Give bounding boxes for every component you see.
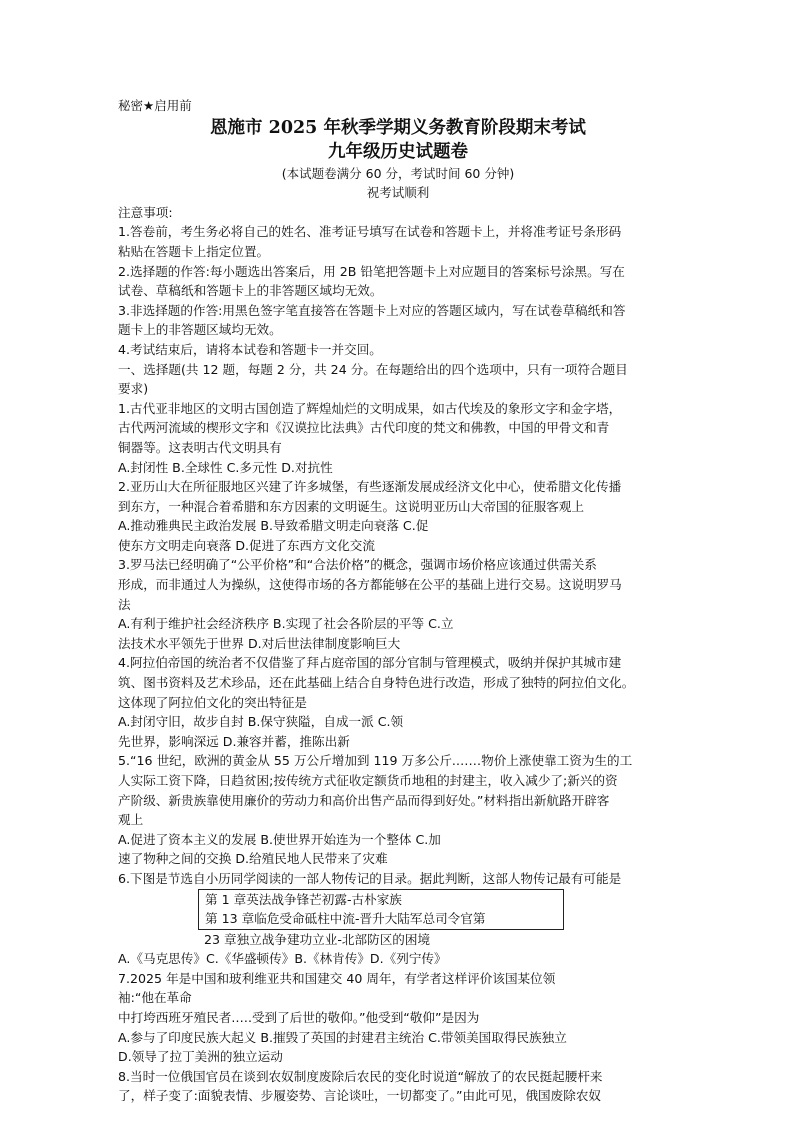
section-heading [118,360,678,399]
question-line: 到东方，一种混合着希腊和东方因素的文明诞生。这说明亚历山大帝国的征服客观上 [118,498,584,514]
toc-line: 23 章独立战争建功立业-北部防区的困境 [204,931,431,947]
question-line: 1.古代亚非地区的文明古国创造了辉煌灿烂的文明成果，如古代埃及的象形文字和金字塔， [118,400,622,416]
exam-wish: 祝考试顺利 [366,185,430,201]
question-line: 这体现了阿拉伯文化的突出特征是 [118,694,307,710]
secret-label: 秘密★启用前 [118,98,192,113]
notes-block [118,203,678,360]
question-2 [118,477,678,555]
question-line: 袖:“他在革命 [118,990,192,1006]
notes-line: 3.非选择题的作答:用黑色签字笔直接答在答题卡上对应的答题区域内，写在试卷草稿纸和答 [118,302,626,318]
toc-line: 第 13 章临危受命砥柱中流-晋升大陆军总司令官第 [205,910,486,926]
question-options: 先世界，影响深远 D.兼容并蓄，推陈出新 [118,733,350,749]
question-3 [118,555,678,653]
question-line: 8.当时一位俄国官员在谈到农奴制度废除后农民的变化时说道“解放了的农民挺起腰杆来 [118,1068,603,1084]
question-options: A.封闭性 B.全球性 C.多元性 D.对抗性 [118,459,333,475]
table-of-contents-box [198,889,564,930]
question-7 [118,969,678,1067]
notes-heading: 注意事项: [118,204,173,220]
notes-line: 2.选择题的作答:每小题选出答案后，用 2B 铅笔把答题卡上对应题目的答案标号涂黑。写在 [118,263,625,279]
exam-page [118,96,678,1106]
question-line: 3.罗马法已经明确了“公平价格”和“合法价格”的概念，强调市场价格应该通过供需关系 [118,557,597,573]
question-line: 4.阿拉伯帝国的统治者不仅借鉴了拜占庭帝国的部分官制与管理模式，吸纳并保护其城市建 [118,655,622,671]
question-line: 产阶级、新贵族靠使用廉价的劳动力和高价出售产品而得到好处。”材料指出新航路开辟客 [118,792,610,808]
question-5 [118,751,678,869]
question-options: 使东方文明走向衰落 D.促进了东西方文化交流 [118,537,375,553]
question-options: D.领导了拉丁美洲的独立运动 [118,1049,283,1065]
question-line: 5.“16 世纪，欧洲的黄金从 55 万公斤增加到 119 万多公斤.……物价上涨使靠工资为生的工 [118,753,633,769]
question-options: A.促进了资本主义的发展 B.使世界开始连为一个整体 C.加 [118,831,441,847]
section-line: 要求) [118,381,149,397]
question-options: A.有利于维护社会经济秩序 B.实现了社会各阶层的平等 C.立 [118,616,454,632]
section-line: 一、选择题(共 12 题，每题 2 分，共 24 分。在每题给出的四个选项中，只有一项符合题目 [118,361,628,377]
question-line: 了，样子变了:面貌表情、步履姿势、言论谈吐，一切都变了。”由此可见，俄国废除农奴 [118,1088,602,1104]
question-line: 形成，而非通过人为操纵，这使得市场的各方都能够在公平的基础上进行交易。这说明罗马 [118,577,622,593]
notes-line: 粘贴在答题卡上指定位置。 [118,243,270,259]
question-line: 法 [118,596,131,612]
question-line: 6.下图是节选自小历同学阅读的一部人物传记的目录。据此判断，这部人物传记最有可能是 [118,870,622,886]
question-line: 人实际工资下降，日趋贫困;按传统方式征收定额货币地租的封建主，收入减少了;新兴的资 [118,773,618,788]
toc-line: 第 1 章英法战争锋芒初露-古朴家族 [205,891,402,907]
question-options: A.推动雅典民主政治发展 B.导致希腊文明走向衰落 C.促 [118,518,429,534]
notes-line: 试卷、草稿纸和答题卡上的非答题区域均无效。 [118,283,383,299]
question-4 [118,653,678,751]
notes-line: 1.答卷前，考生务必将自己的姓名、准考证号填写在试卷和答题卡上，并将准考证号条形码 [118,224,622,240]
exam-subject-title: 九年级历史试题卷 [328,141,468,162]
exam-title: 恩施市 2025 年秋季学期义务教育阶段期末考试 [210,117,586,138]
notes-line: 题卡上的非答题区域均无效。 [118,322,282,338]
question-8 [118,1067,678,1106]
question-line: 2.亚历山大在所征服地区兴建了许多城堡，有些逐渐发展成经济文化中心，使希腊文化传播 [118,479,622,495]
question-line: 筑、图书资料及艺术珍品，还在此基础上结合自身特色进行改造，形成了独特的阿拉伯文化。 [118,675,635,691]
question-options: 法技术水平领先于世界 D.对后世法律制度影响巨大 [118,635,401,651]
question-line: 中打垮西班牙殖民者.….受到了后世的敬仰。”他受到“敬仰”是因为 [118,1009,480,1025]
question-line: 观上 [118,812,144,828]
question-line: 古代两河流域的楔形文字和《汉谟拉比法典》古代印度的梵文和佛教，中国的甲骨文和青 [118,420,610,436]
question-options: A.《马克思传》C.《华盛顿传》B.《林肯传》D.《列宁传》 [118,951,447,967]
question-line: 铜器等。这表明古代文明具有 [118,439,282,455]
question-1 [118,399,678,477]
question-options: A.参与了印度民族大起义 B.摧毁了英国的封建君主统治 C.带领美国取得民族独立 [118,1029,567,1045]
question-6 [118,869,678,969]
exam-subtitle: (本试题卷满分 60 分，考试时间 60 分钟) [281,165,515,181]
notes-line: 4.考试结束后，请将本试卷和答题卡一并交回。 [118,341,382,357]
question-options: 速了物种之间的交换 D.给殖民地人民带来了灾难 [118,851,388,867]
question-line: 7.2025 年是中国和玻利维亚共和国建交 40 周年，有学者这样评价该国某位领 [118,970,556,986]
question-options: A.封闭守旧，故步自封 B.保守狭隘，自成一派 C.领 [118,714,404,730]
